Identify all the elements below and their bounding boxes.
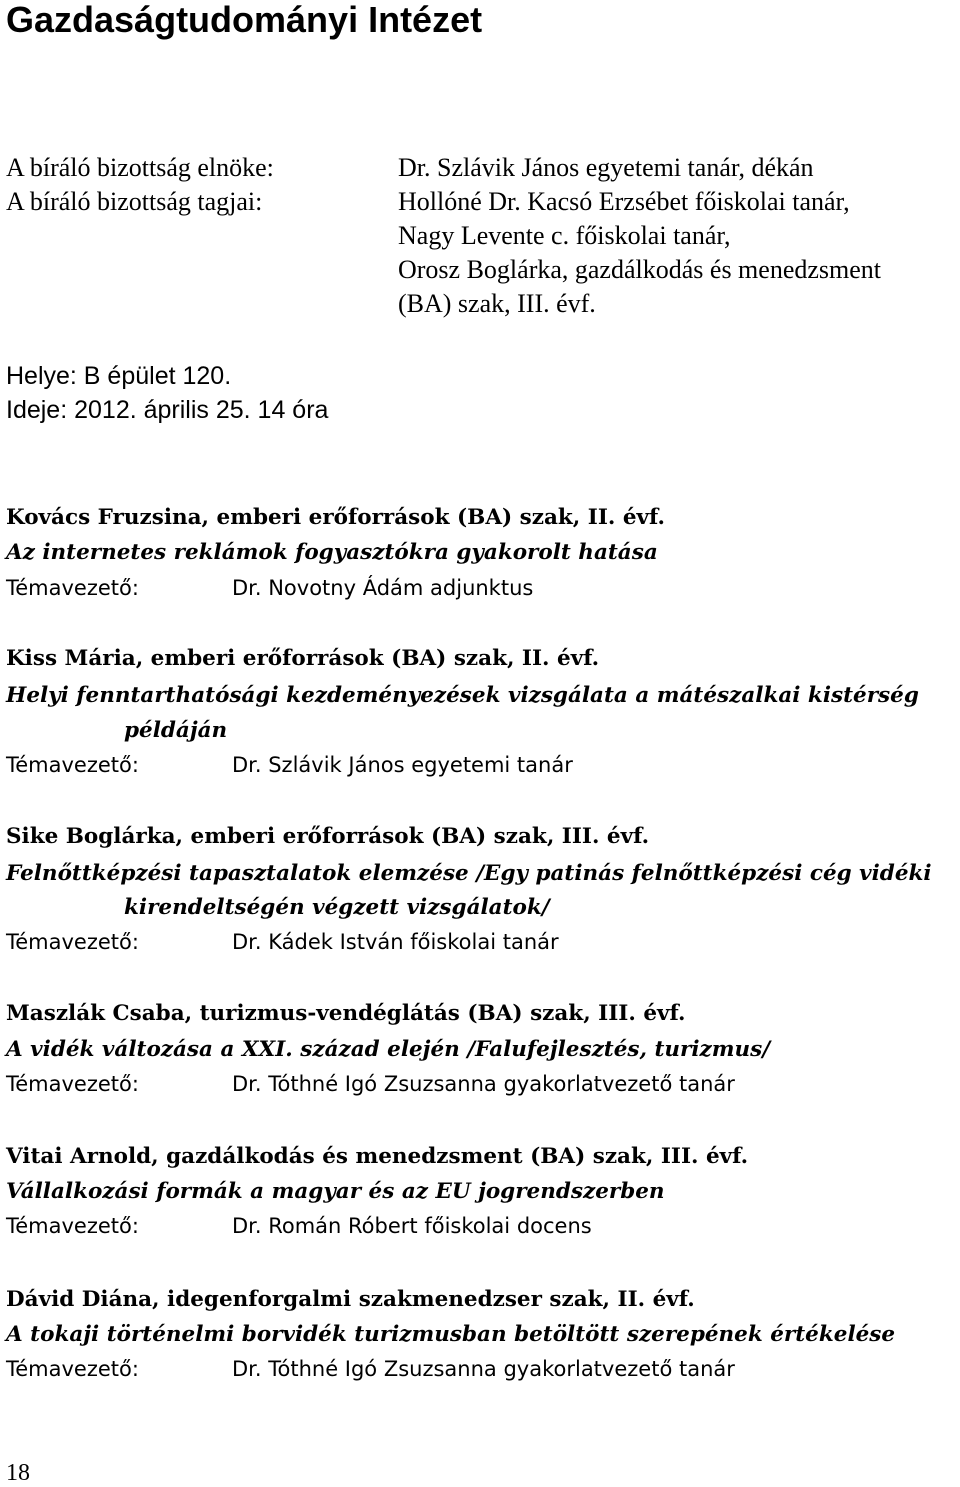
supervisor-name: Dr. Kádek István főiskolai tanár bbox=[232, 930, 559, 954]
supervisor-line bbox=[6, 1069, 735, 1099]
page-title: Gazdaságtudományi Intézet bbox=[6, 0, 483, 40]
thesis-title: A vidék változása a XXI. század elején /Falufejlesztés, turizmus/ bbox=[6, 1037, 771, 1062]
supervisor-line bbox=[6, 573, 533, 603]
supervisor-label: Témavezető: bbox=[6, 1357, 139, 1381]
supervisor-name: Dr. Tóthné Igó Zsuzsanna gyakorlatvezető tanár bbox=[232, 1072, 735, 1096]
student-line: Dávid Diána, idegenforgalmi szakmenedzser szak, II. évf. bbox=[6, 1287, 695, 1312]
committee-member: (BA) szak, III. évf. bbox=[398, 289, 596, 318]
supervisor-line bbox=[6, 927, 559, 957]
thesis-title: Felnőttképzési tapasztalatok elemzése /Egy patinás felnőttképzési cég vidéki bbox=[6, 861, 932, 886]
student-line: Kiss Mária, emberi erőforrások (BA) szak, II. évf. bbox=[6, 646, 600, 671]
supervisor-line bbox=[6, 750, 573, 780]
supervisor-line bbox=[6, 1354, 735, 1384]
supervisor-label: Témavezető: bbox=[6, 1072, 139, 1096]
committee-member: Hollóné Dr. Kacsó Erzsébet főiskolai tanár, bbox=[398, 187, 850, 216]
supervisor-name: Dr. Szlávik János egyetemi tanár bbox=[232, 753, 573, 777]
student-line: Sike Boglárka, emberi erőforrások (BA) szak, III. évf. bbox=[6, 824, 650, 849]
thesis-title: Vállalkozási formák a magyar és az EU jogrendszerben bbox=[6, 1179, 665, 1204]
supervisor-line bbox=[6, 1211, 592, 1241]
supervisor-label: Témavezető: bbox=[6, 753, 139, 777]
committee-member: Orosz Boglárka, gazdálkodás és menedzsment bbox=[398, 255, 882, 284]
student-line: Maszlák Csaba, turizmus-vendéglátás (BA) szak, III. évf. bbox=[6, 1001, 686, 1026]
venue-time: Ideje: 2012. április 25. 14 óra bbox=[6, 396, 329, 424]
thesis-title: Helyi fenntarthatósági kezdeményezések vizsgálata a mátészalkai kistérség bbox=[6, 683, 919, 708]
supervisor-name: Dr. Tóthné Igó Zsuzsanna gyakorlatvezető tanár bbox=[232, 1357, 735, 1381]
student-line: Kovács Fruzsina, emberi erőforrások (BA) szak, II. évf. bbox=[6, 505, 666, 530]
student-line: Vitai Arnold, gazdálkodás és menedzsment (BA) szak, III. évf. bbox=[6, 1144, 749, 1169]
committee-chair-value: Dr. Szlávik János egyetemi tanár, dékán bbox=[398, 153, 814, 182]
venue-place: Helye: B épület 120. bbox=[6, 362, 232, 390]
thesis-title: A tokaji történelmi borvidék turizmusban betöltött szerepének értékelése bbox=[6, 1322, 896, 1347]
supervisor-name: Dr. Novotny Ádám adjunktus bbox=[232, 576, 534, 600]
committee-member: Nagy Levente c. főiskolai tanár, bbox=[398, 221, 731, 250]
thesis-title-continued: példáján bbox=[124, 718, 228, 743]
supervisor-label: Témavezető: bbox=[6, 576, 139, 600]
thesis-title-continued: kirendeltségén végzett vizsgálatok/ bbox=[124, 895, 550, 920]
committee-chair-label: A bíráló bizottság elnöke: bbox=[6, 153, 274, 182]
supervisor-name: Dr. Román Róbert főiskolai docens bbox=[232, 1214, 592, 1238]
page-number: 18 bbox=[6, 1460, 30, 1486]
supervisor-label: Témavezető: bbox=[6, 1214, 139, 1238]
supervisor-label: Témavezető: bbox=[6, 930, 139, 954]
committee-members-label: A bíráló bizottság tagjai: bbox=[6, 187, 263, 216]
thesis-title: Az internetes reklámok fogyasztókra gyakorolt hatása bbox=[6, 540, 658, 565]
